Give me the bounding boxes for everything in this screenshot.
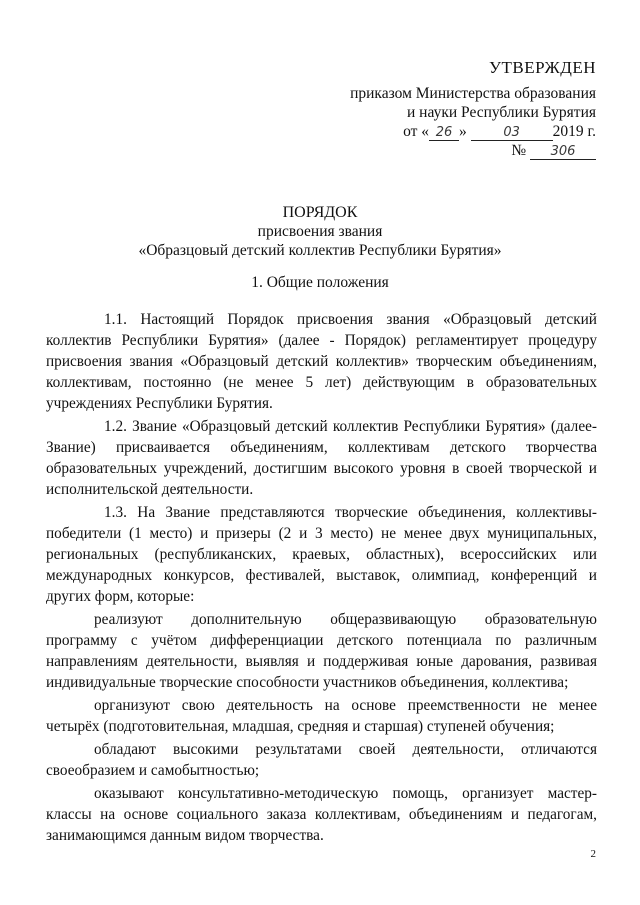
- approval-number-line: [350, 141, 596, 160]
- title-line-1: ПОРЯДОК: [282, 204, 358, 221]
- document-title: [0, 203, 640, 260]
- approval-block: [350, 58, 596, 160]
- number-prefix: №: [511, 142, 527, 159]
- date-prefix: от «: [403, 123, 430, 140]
- section-heading: 1. Общие положения: [251, 274, 389, 291]
- date-month-handwritten: 03: [471, 125, 553, 141]
- title-line-2: присвоения звания: [257, 223, 383, 240]
- list-item: оказывают консультативно-методическую помощь, организует мастер-классы на основе социального заказа коллективам, объединениям и педагогам, занимающимся данным видом творчества.: [46, 785, 597, 844]
- paragraph-1-3: 1.3. На Звание представляются творческие объединения, коллективы- победители (1 место) и призеры (2 и 3 место) не менее двух муниципальных, региональных (республиканских, краевых, областных), всероссийских или международных конкурсов, фестивалей, выставок, олимпиад, конференций и других форм, которые:: [46, 504, 597, 605]
- date-year: 2019 г.: [552, 123, 596, 140]
- paragraph-1-2: 1.2. Звание «Образцовый детский коллектив Республики Бурятия» (далее- Звание) присваивается объединениям, коллективам детского творчества образовательных учреждений, достигшим высокого уровня в своей творческой и исполнительской деятельности.: [46, 418, 597, 498]
- page-number: 2: [590, 848, 596, 860]
- list-item: реализуют дополнительную общеразвивающую образовательную программу с учётом дифференциации детского потенциала по различным направлениям деятельности, выявляя и поддерживая юные дарования, развивая индивидуальные творческие способности участников объединения, коллектива;: [46, 611, 597, 691]
- list-item: обладают высокими результатами своей деятельности, отличаются своеобразием и самобытностью;: [46, 741, 597, 779]
- date-day-handwritten: 26: [429, 125, 459, 141]
- order-number-handwritten: 306: [530, 144, 596, 160]
- document-body: [46, 309, 597, 848]
- approval-order-line: приказом Министерства образования: [350, 85, 596, 102]
- title-line-3: «Образцовый детский коллектив Республики Бурятия»: [138, 242, 502, 259]
- date-mid: »: [459, 123, 467, 140]
- approval-ministry-line: и науки Республики Бурятия: [407, 104, 596, 121]
- approval-date-line: [350, 122, 596, 141]
- paragraph-1-1: 1.1. Настоящий Порядок присвоения звания «Образцовый детский коллектив Республики Бурятия» (далее - Порядок) регламентирует процедуру присвоения звания «Образцовый детский коллектив» творческим объединениям, коллективам, постоянно (не менее 5 лет) действующим в образовательных учреждениях Республики Бурятия.: [46, 311, 597, 412]
- approval-title: УТВЕРЖДЕН: [489, 58, 596, 77]
- list-item: организуют свою деятельность на основе преемственности не менее четырёх (подготовительная, младшая, средняя и старшая) ступеней обучения;: [46, 697, 597, 735]
